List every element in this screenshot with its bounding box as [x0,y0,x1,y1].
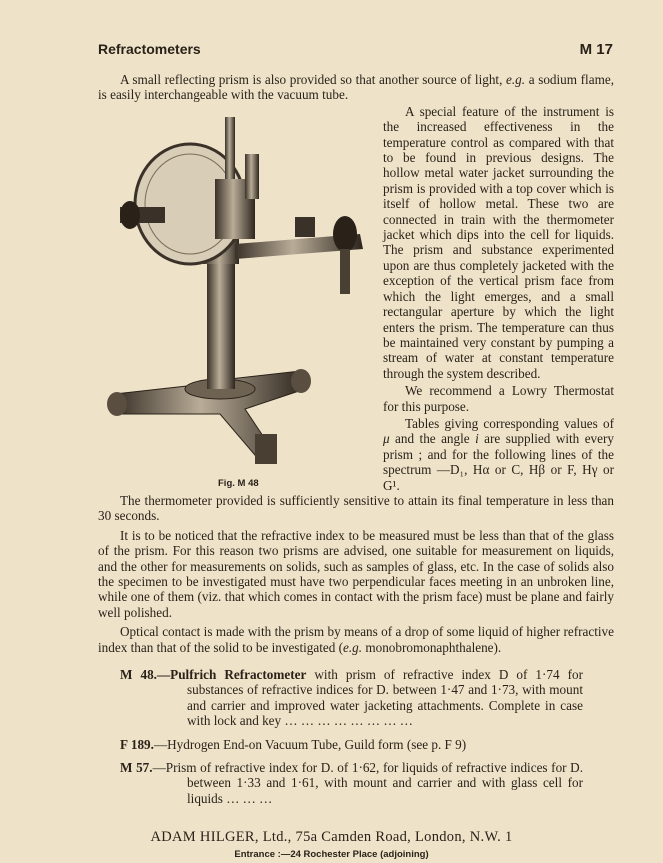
figure-and-column [98,104,614,493]
paragraph-temperature-control: A special feature of the instrument is the increased effectiveness in the temperature control as compared with that to be found in previous designs. The hollow metal water jacket surrounding the prism is provided with a top cover which is itself of hollow metal. These two are connected in train with the thermometer jacket which dips into the cell for liquids. The prism and substance experimented upon are thus completely jacketed with the exception of the vertical prism face from which the light emerges, and a small rectangular aperture by which the light enters the prism. The temperature can thus be maintained very constant by pumping a stream of water at constant temperature through the system described. [383,103,614,381]
right-column-text [383,104,614,493]
paragraph-thermostat: We recommend a Lowry Thermostat for this purpose. [383,383,614,414]
figure-caption: Fig. M 48 [218,477,259,489]
refractometer-illustration [95,109,380,477]
intro-paragraph: A small reflecting prism is also provided so that another source of light, e.g. a sodium flame, is easily interchangeable with the vacuum tube. [98,72,614,103]
paragraph-optical-contact: Optical contact is made with the prism by means of a drop of some liquid of higher refractive index than that of the solid to be investigated (e.g. monobromonaphthalene). [98,624,614,655]
catalogue-item-m48: M 48.—Pulfrich Refractometer with prism of refractive index D of 1·74 for substances of refractive indices for D. between 1·47 and 1·73, with mount and carrier and improved water jacketing attachments. Complete in case with lock and key … … … … … … … … [120,667,583,729]
figure [95,104,380,493]
paragraph-tables: Tables giving corresponding values of μ and the angle i are supplied with every prism ; and for the following lines of the spectrum —D₁, Hα or C, Hβ or F, Hγ or G¹. [383,415,614,493]
paragraph-thermometer: The thermometer provided is sufficiently sensitive to attain its final temperature in less than 30 seconds. [98,492,614,524]
footer-entrance: Entrance :—24 Rochester Place (adjoining) [234,849,429,861]
section-title: Refractometers [98,41,201,57]
catalogue-items [120,667,614,806]
paragraph-refractive-index: It is to be noticed that the refractive index to be measured must be less than that of the glass of the prism. For this reason two prisms are advised, one suitable for measurement on liquids, and the other for measurements on solids, such as samples of glass, etc. In the case of solids also the specimen to be investigated must have two perpendicular faces meeting in an unbroken line, while one of them (viz. that which comes in contact with the prism face) must be plane and fairly well polished. [98,527,614,620]
catalogue-item-m57: M 57.—Prism of refractive index for D. of 1·62, for liquids of refractive indices for D. between 1·33 and 1·61, with mount and carrier and with glass cell for liquids … … … [120,760,583,806]
page-number: M 17 [579,41,613,58]
page-content [98,0,614,861]
footer-company: ADAM HILGER, Ltd., 75a Camden Road, London, N.W. 1 [150,829,513,846]
catalogue-item-f189: F 189.—Hydrogen End-on Vacuum Tube, Guild form (see p. F 9) [120,736,467,752]
